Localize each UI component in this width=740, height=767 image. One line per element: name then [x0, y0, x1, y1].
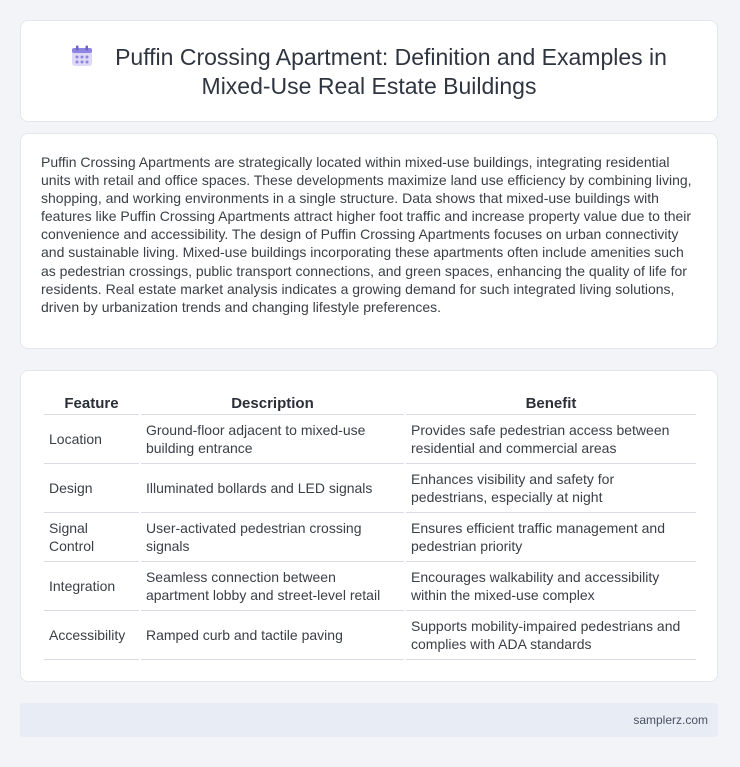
- cell-description: User-activated pedestrian crossing signals: [141, 513, 404, 562]
- cell-feature: Signal Control: [44, 513, 139, 562]
- header-feature: Feature: [44, 392, 139, 415]
- cell-benefit: Ensures efficient traffic management and pedestrian priority: [406, 513, 696, 562]
- table-row: [44, 611, 696, 660]
- cell-description: Seamless connection between apartment lobby and street-level retail: [141, 562, 404, 611]
- table-row: [44, 562, 696, 611]
- header-benefit: Benefit: [406, 392, 696, 415]
- header-description: Description: [141, 392, 404, 415]
- calendar-icon: [71, 45, 93, 67]
- cell-feature: Location: [44, 415, 139, 464]
- cell-feature: Integration: [44, 562, 139, 611]
- title-card: [20, 20, 718, 122]
- cell-feature: Design: [44, 464, 139, 513]
- title-line-2: Mixed-Use Real Estate Buildings: [201, 73, 537, 99]
- footer-bar: [20, 703, 718, 737]
- table-card: [20, 370, 718, 682]
- title-line-1: Puffin Crossing Apartment: Definition and Examples in: [115, 44, 667, 70]
- intro-paragraph: Puffin Crossing Apartments are strategically located within mixed-use buildings, integrating residential units with retail and office spaces. These developments maximize land use efficiency by combining living, shopping, and working environments in a single structure. Data shows that mixed-use buildings with features like Puffin Crossing Apartments attract higher foot traffic and increase property value due to their convenience and accessibility. The design of Puffin Crossing Apartments focuses on urban connectivity and sustainable living. Mixed-use buildings incorporating these apartments often include amenities such as pedestrian crossings, public transport connections, and green spaces, enhancing the quality of life for residents. Real estate market analysis indicates a growing demand for such integrated living solutions, driven by urbanization trends and changing lifestyle preferences.: [41, 154, 692, 315]
- footer-site-link[interactable]: samplerz.com: [633, 713, 708, 727]
- cell-benefit: Encourages walkability and accessibility within the mixed-use complex: [406, 562, 696, 611]
- cell-description: Ground-floor adjacent to mixed-use building entrance: [141, 415, 404, 464]
- cell-description: Ramped curb and tactile paving: [141, 611, 404, 660]
- table-row: [44, 513, 696, 562]
- intro-card: [20, 133, 718, 349]
- page-title: [21, 43, 717, 101]
- cell-benefit: Enhances visibility and safety for pedestrians, especially at night: [406, 464, 696, 513]
- table-row: [44, 464, 696, 513]
- cell-feature: Accessibility: [44, 611, 139, 660]
- table-header-row: [44, 392, 696, 415]
- table-row: [44, 415, 696, 464]
- cell-benefit: Provides safe pedestrian access between residential and commercial areas: [406, 415, 696, 464]
- feature-table: [42, 392, 698, 660]
- cell-description: Illuminated bollards and LED signals: [141, 464, 404, 513]
- cell-benefit: Supports mobility-impaired pedestrians and complies with ADA standards: [406, 611, 696, 660]
